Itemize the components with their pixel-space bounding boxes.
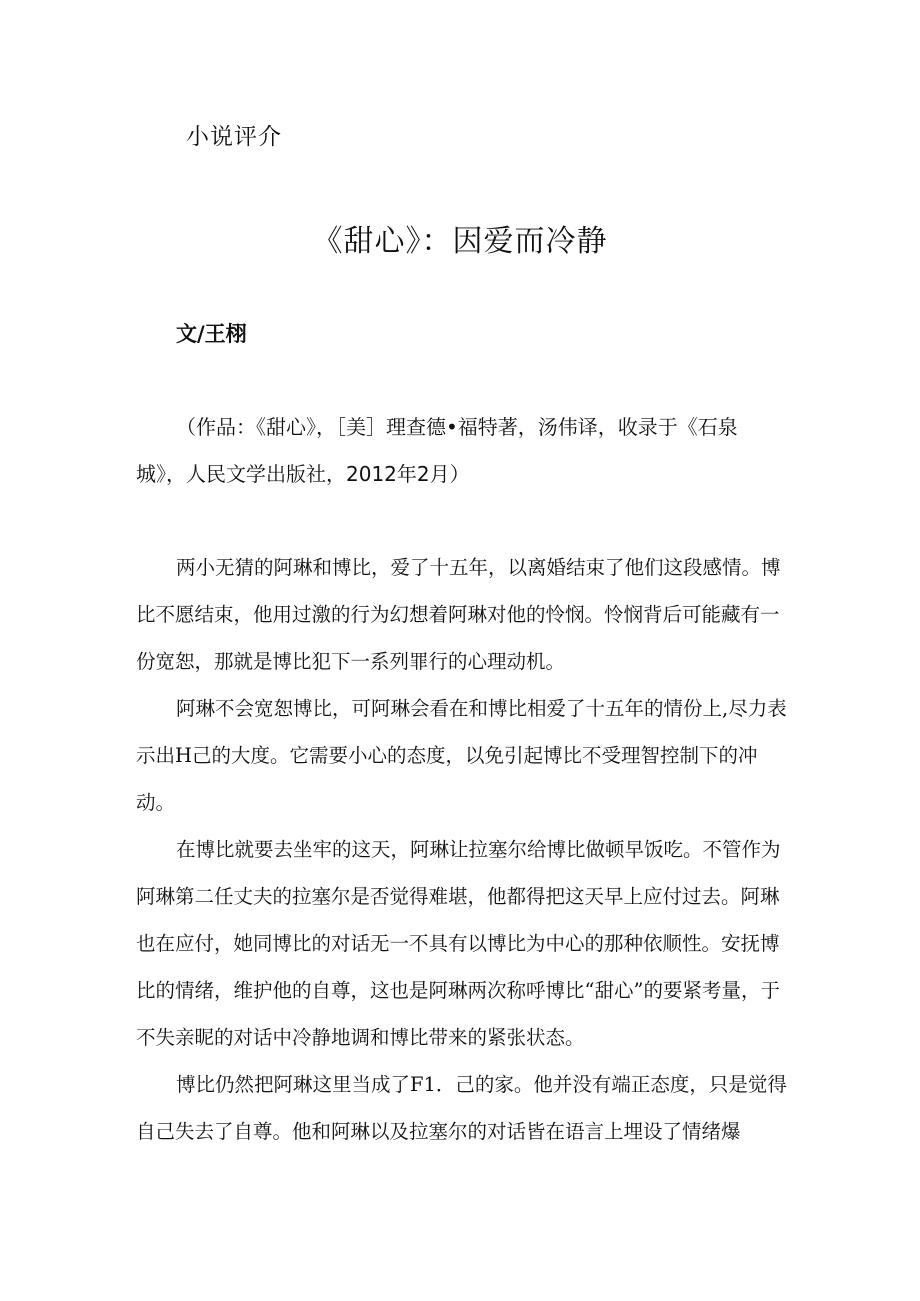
paragraph: 博比仍然把阿琳这里当成了F1．己的家。他并没有端正态度，只是觉得自己失去了自尊。他和阿琳以及拉塞尔的对话皆在语言上埋设了情绪爆	[136, 1073, 787, 1143]
work-info: （作品：《甜心》，［美］理查德•福特著，汤伟译，收录于《石泉城》，人民文学出版社，2012年2月）	[136, 415, 738, 486]
paragraph: 阿琳不会宽恕博比，可阿琳会看在和博比相爱了十五年的情份上,尽力表示出H己的大度。它需要小心的态度，以免引起博比不受理智控制下的冲动。	[136, 697, 787, 814]
article-title: 《甜心》：因爱而冷静	[312, 224, 608, 259]
article-body	[136, 544, 788, 1155]
paragraph: 两小无猜的阿琳和博比，爱了十五年，以离婚结束了他们这段感情。博比不愿结束，他用过激的行为幻想着阿琳对他的怜悯。怜悯背后可能藏有一份宽恕，那就是博比犯下一系列罪行的心理动机。	[136, 556, 781, 673]
category-label: 小说评介	[186, 124, 282, 150]
author-byline: 文/王栩	[176, 322, 247, 346]
paragraph: 在博比就要去坐牢的这天，阿琳让拉塞尔给博比做顿早饭吃。不管作为阿琳第二任丈夫的拉塞尔是否觉得难堪，他都得把这天早上应付过去。阿琳也在应付，她同博比的对话无一不具有以博比为中心的那种依顺性。安抚博比的情绪，维护他的自尊，这也是阿琳两次称呼博比“甜心”的要紧考量，于不失亲昵的对话中冷静地调和博比带来的紧张状态。	[136, 838, 781, 1049]
